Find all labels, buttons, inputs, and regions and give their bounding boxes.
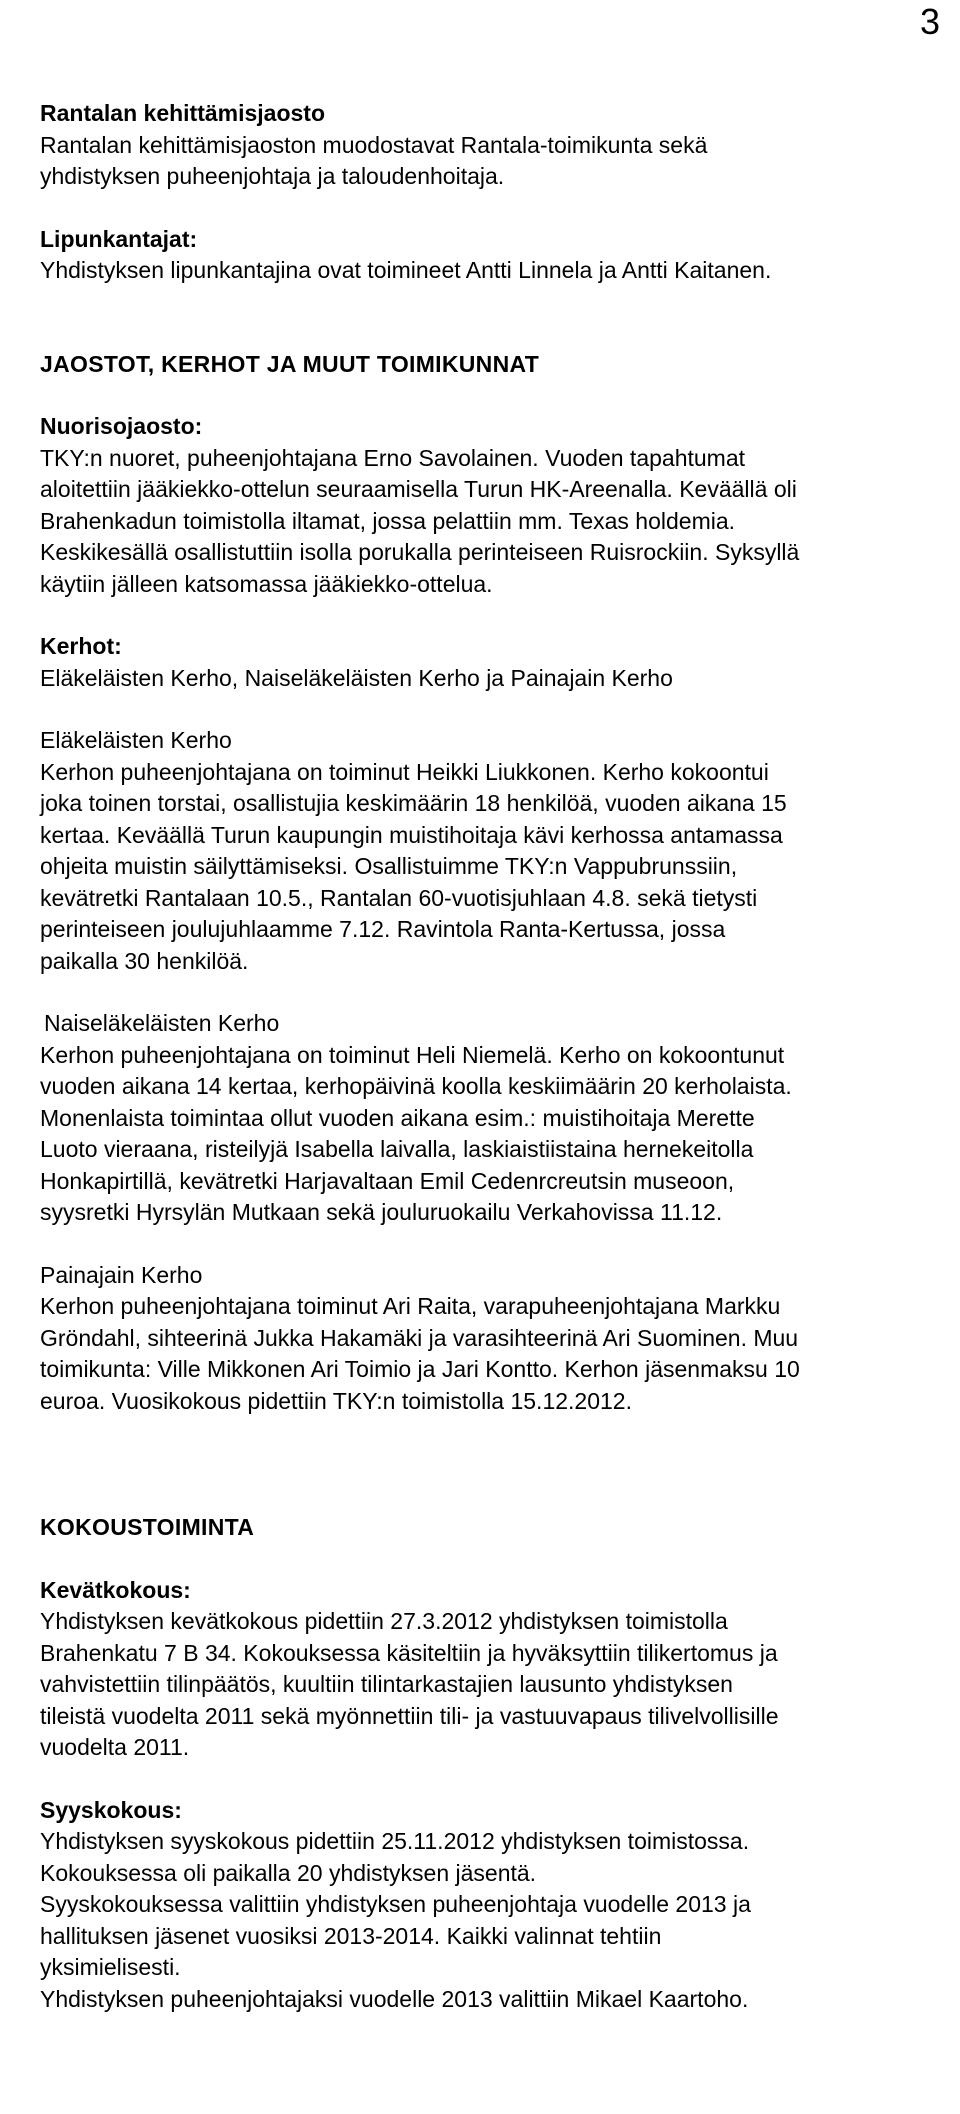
section-nuorisojaosto <box>40 411 920 600</box>
section-heading: Lipunkantajat: <box>40 225 198 252</box>
text-line: tileistä vuodelta 2011 sekä myönnettiin tili- ja vastuuvapaus tilivelvollisille <box>40 1702 779 1729</box>
text-line: vuodelta 2011. <box>40 1734 190 1760</box>
text-line: hallituksen jäsenet vuosiksi 2013-2014. Kaikki valinnat tehtiin <box>40 1922 662 1949</box>
text-line: Brahenkatu 7 B 34. Kokouksessa käsiteltiin ja hyväksyttiin tilikertomus ja <box>40 1639 778 1666</box>
text-line: Honkapirtillä, kevätretki Harjavaltaan Emil Cedenrcreutsin museoon, <box>40 1167 735 1194</box>
text-line: euroa. Vuosikokous pidettiin TKY:n toimistolla 15.12.2012. <box>40 1387 632 1414</box>
text-line: yksimielisesti. <box>40 1954 181 1980</box>
text-line: joka toinen torstai, osallistujia keskimäärin 18 henkilöä, vuoden aikana 15 <box>40 790 787 816</box>
text-line: Yhdistyksen kevätkokous pidettiin 27.3.2012 yhdistyksen toimistolla <box>40 1608 728 1634</box>
text-line: syysretki Hyrsylän Mutkaan sekä jouluruokailu Verkahovissa 11.12. <box>40 1199 723 1225</box>
subsection-heading: Naiseläkeläisten Kerho <box>44 1010 280 1036</box>
section-rantalan-kehittamisjaosto <box>40 98 920 193</box>
text-line: ohjeita muistin säilyttämiseksi. Osallistuimme TKY:n Vappubrunssiin, <box>40 853 738 879</box>
section-painajain-kerho <box>40 1260 920 1418</box>
text-line: Yhdistyksen puheenjohtajaksi vuodelle 2013 valittiin Mikael Kaartoho. <box>40 1985 749 2012</box>
text-line: Kerhon puheenjohtajana on toiminut Heikki Liukkonen. Kerho kokoontui <box>40 758 769 785</box>
text-line: Kerhon puheenjohtajana on toiminut Heli Niemelä. Kerho on kokoontunut <box>40 1041 785 1068</box>
text-line: Monenlaista toimintaa ollut vuoden aikana esim.: muistihoitaja Merette <box>40 1104 755 1131</box>
text-line: Gröndahl, sihteerinä Jukka Hakamäki ja varasihteerinä Ari Suominen. Muu <box>40 1324 799 1351</box>
section-heading: Kevätkokous: <box>40 1576 191 1603</box>
text-line: Keskikesällä osallistuttiin isolla porukalla perinteiseen Ruisrockiin. Syksyllä <box>40 539 800 565</box>
section-heading: Syyskokous: <box>40 1796 182 1823</box>
document-body <box>40 98 920 2015</box>
section-elakelaisten-kerho <box>40 725 920 977</box>
section-naiselakelaisten-kerho <box>40 1008 920 1229</box>
text-line: vahvistettiin tilinpäätös, kuultiin tilintarkastajien lausunto yhdistyksen <box>40 1671 733 1697</box>
chapter-title-kokoustoiminta: KOKOUSTOIMINTA <box>40 1514 255 1540</box>
subsection-heading: Painajain Kerho <box>40 1261 203 1288</box>
text-line: Yhdistyksen lipunkantajina ovat toimineet Antti Linnela ja Antti Kaitanen. <box>40 257 772 283</box>
page-number: 3 <box>919 1 940 42</box>
text-line: kevätretki Rantalaan 10.5., Rantalan 60-vuotisjuhlaan 4.8. sekä tietysti <box>40 884 758 911</box>
text-line: paikalla 30 henkilöä. <box>40 947 249 974</box>
chapter-title-jaostot: JAOSTOT, KERHOT JA MUUT TOIMIKUNNAT <box>40 350 540 377</box>
text-line: Eläkeläisten Kerho, Naiseläkeläisten Kerho ja Painajain Kerho <box>40 664 673 691</box>
text-line: toimikunta: Ville Mikkonen Ari Toimio ja Jari Kontto. Kerhon jäsenmaksu 10 <box>40 1356 800 1382</box>
section-syyskokous <box>40 1795 920 2016</box>
text-line: Kokouksessa oli paikalla 20 yhdistyksen jäsentä. <box>40 1859 537 1886</box>
text-line: Luoto vieraana, risteilyjä Isabella laivalla, laskiaistiistaina hernekeitolla <box>40 1136 754 1162</box>
text-line: Brahenkadun toimistolla iltamat, jossa pelattiin mm. Texas holdemia. <box>40 507 736 534</box>
text-line: yhdistyksen puheenjohtaja ja taloudenhoitaja. <box>40 163 505 189</box>
text-line: Rantalan kehittämisjaoston muodostavat Rantala-toimikunta sekä <box>40 131 708 158</box>
section-lipunkantajat <box>40 224 920 287</box>
section-heading: Rantalan kehittämisjaosto <box>40 100 326 126</box>
text-line: perinteiseen joulujuhlaamme 7.12. Ravintola Ranta-Kertussa, jossa <box>40 916 726 942</box>
subsection-heading: Eläkeläisten Kerho <box>40 727 232 753</box>
text-line: Kerhon puheenjohtajana toiminut Ari Raita, varapuheenjohtajana Markku <box>40 1293 781 1319</box>
section-heading: Kerhot: <box>40 633 122 659</box>
text-line: TKY:n nuoret, puheenjohtajana Erno Savolainen. Vuoden tapahtumat <box>40 444 746 471</box>
text-line: kertaa. Keväällä Turun kaupungin muistihoitaja kävi kerhossa antamassa <box>40 821 783 848</box>
text-line: vuoden aikana 14 kertaa, kerhopäivinä koolla keskiimäärin 20 kerholaista. <box>40 1073 792 1099</box>
text-line: Yhdistyksen syyskokous pidettiin 25.11.2012 yhdistyksen toimistossa. <box>40 1828 750 1854</box>
text-line: Syyskokouksessa valittiin yhdistyksen puheenjohtaja vuodelle 2013 ja <box>40 1891 751 1917</box>
section-heading: Nuorisojaosto: <box>40 413 203 439</box>
section-kerhot <box>40 631 920 694</box>
text-line: käytiin jälleen katsomassa jääkiekko-ottelua. <box>40 570 493 597</box>
text-line: aloitettiin jääkiekko-ottelun seuraamisella Turun HK-Areenalla. Keväällä oli <box>40 476 797 502</box>
section-kevatkokous <box>40 1575 920 1764</box>
